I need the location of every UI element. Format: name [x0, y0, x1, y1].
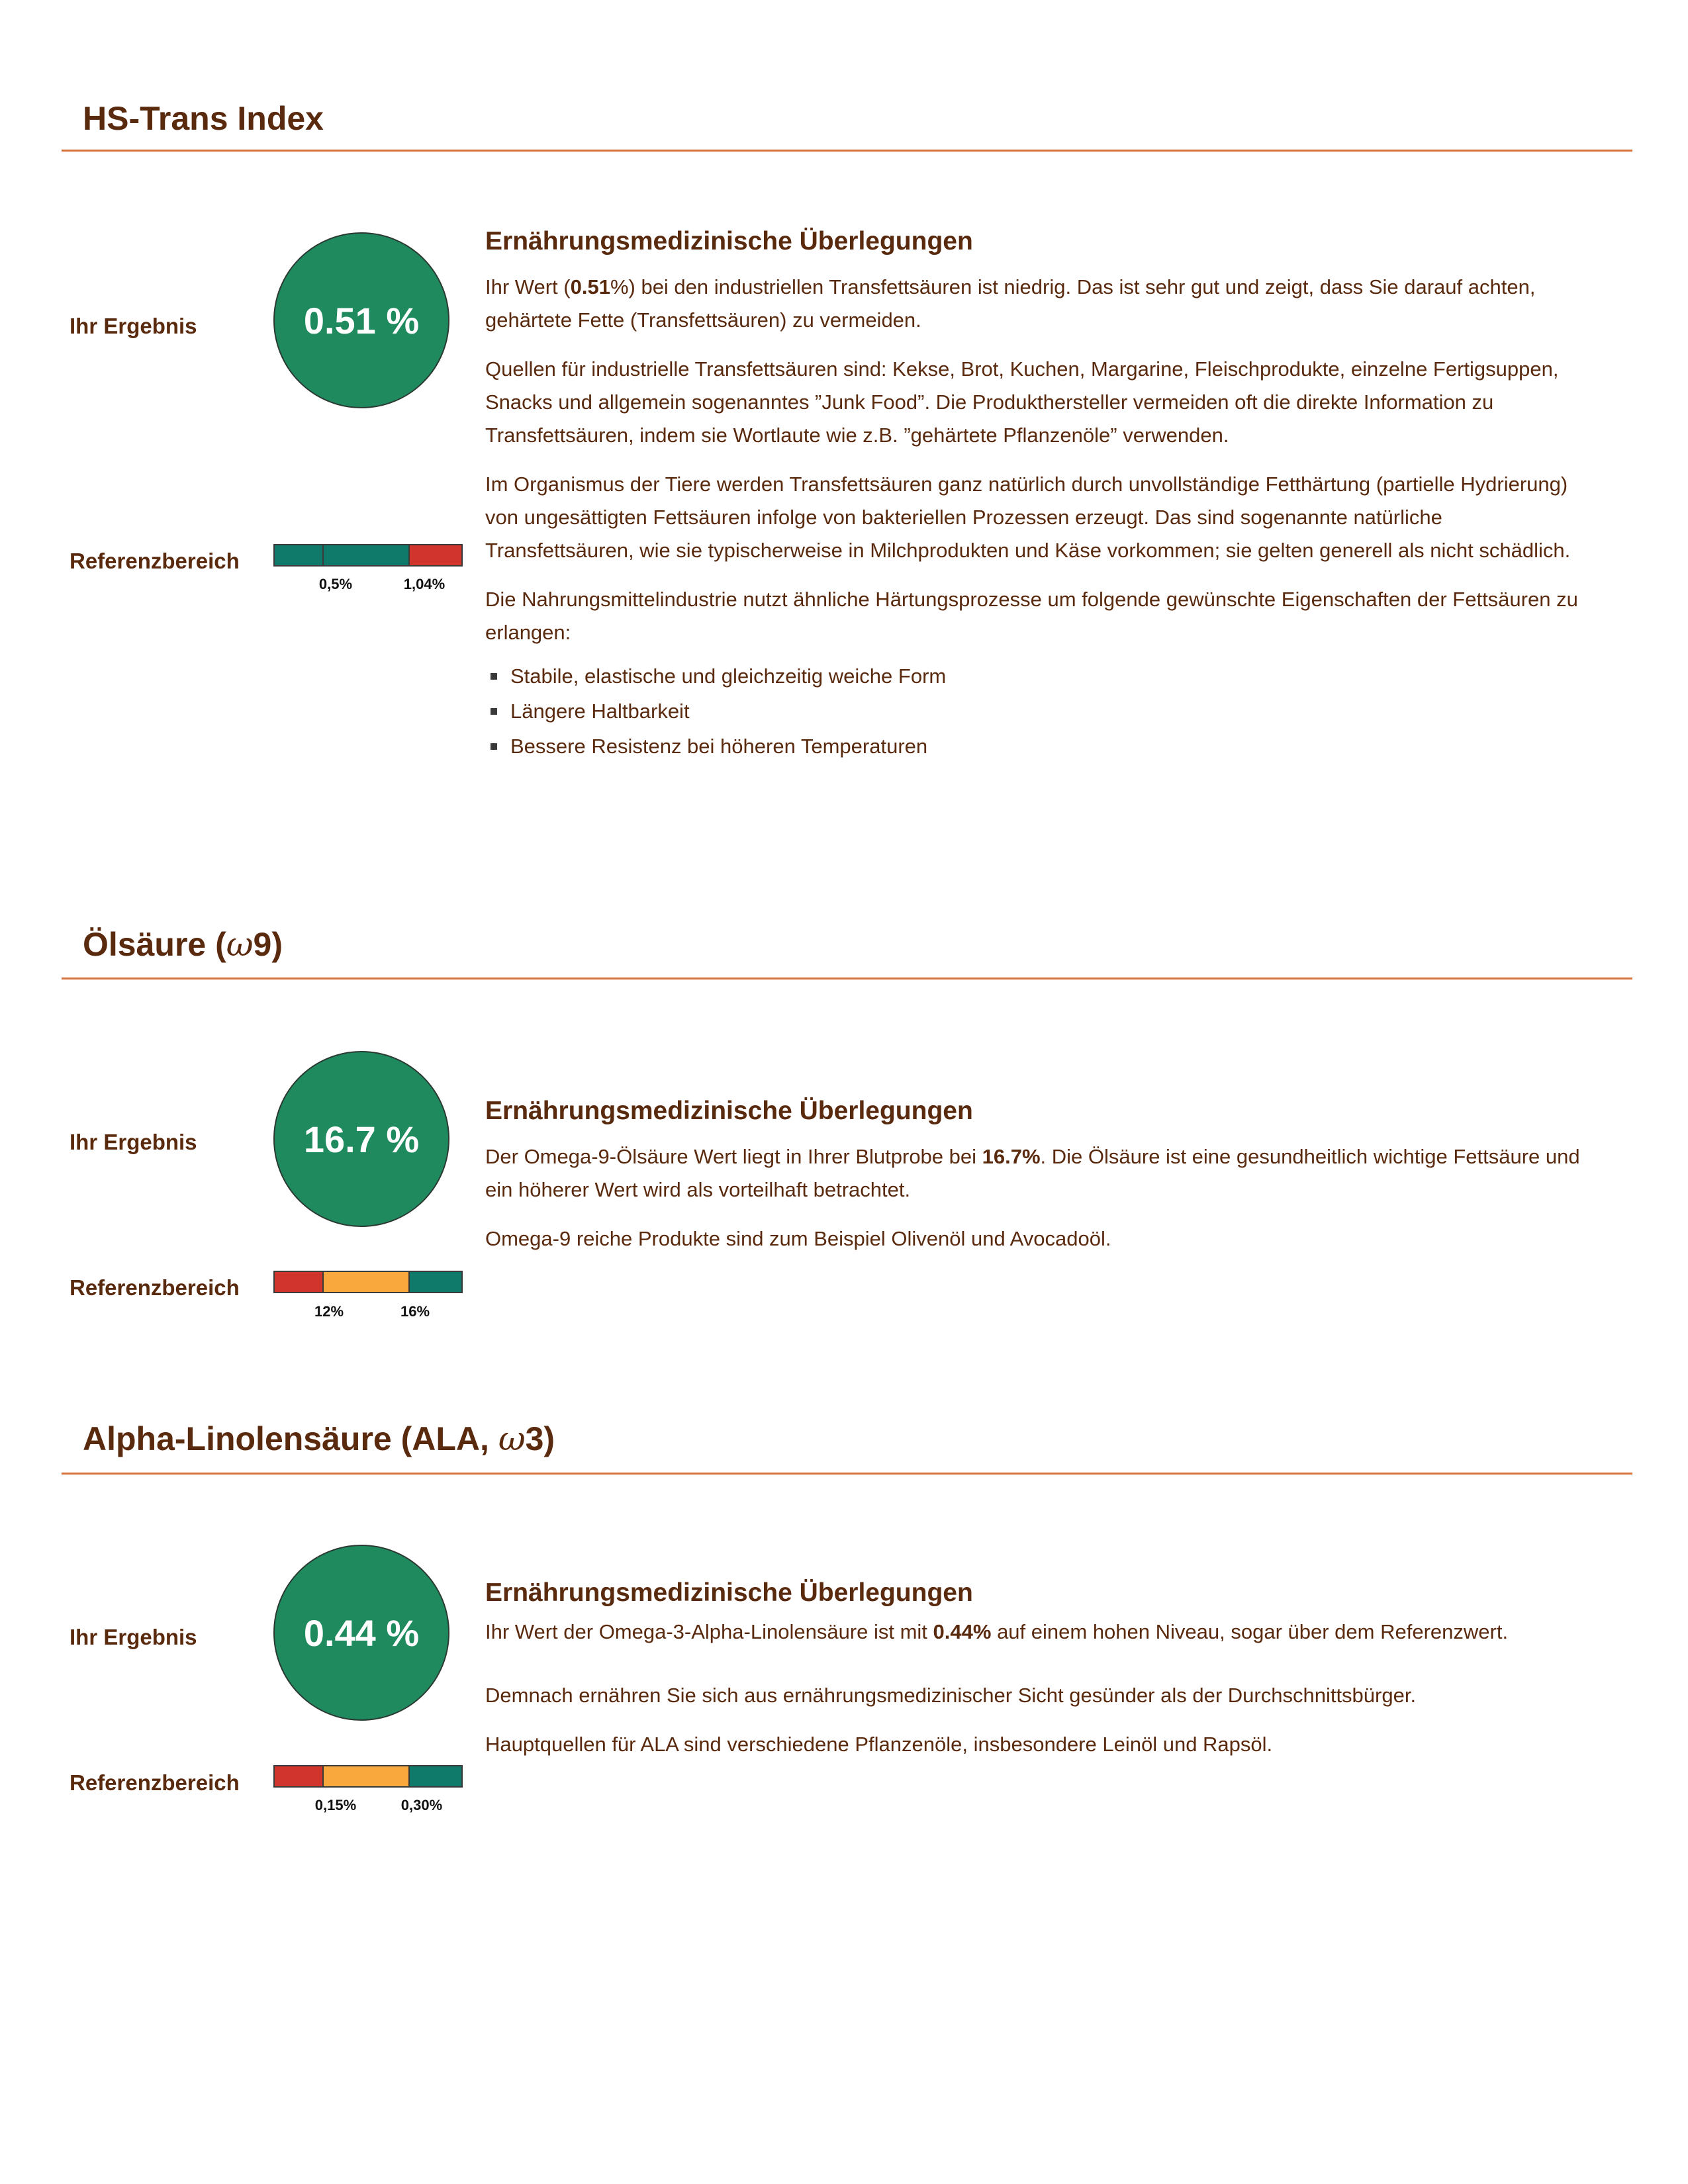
content-paragraph — [485, 1615, 1584, 1649]
nutrition-considerations — [485, 1578, 1584, 1777]
reference-range-bar — [273, 1765, 463, 1788]
section-title — [83, 925, 283, 964]
reference-segment-mid — [322, 545, 408, 565]
reference-tick-high: 1,04% — [403, 576, 445, 592]
list-item — [485, 659, 1584, 694]
reference-segment-high — [408, 1766, 461, 1786]
content-paragraph: Quellen für industrielle Transfettsäuren sind: Kekse, Brot, Kuchen, Margarine, Fleischprodukte, einzelne Fertigsuppen, Snacks und allgemein sogenanntes ”Junk Food”. Die Produkthersteller vermeiden oft die direkte Information zu Transfettsäuren, indem sie Wortlaute wie z.B. ”gehärtete Pflanzenöle” verwenden. — [485, 357, 1559, 447]
result-circle: 0.51 % — [273, 232, 449, 408]
title-divider — [62, 978, 1632, 979]
reference-segment-low — [275, 1766, 322, 1786]
paragraph-highlight: 0.44% — [933, 1620, 992, 1643]
reference-tick-high: 16% — [400, 1303, 430, 1320]
content-paragraph: Omega-9 reiche Produkte sind zum Beispiel Olivenöl und Avocadoöl. — [485, 1227, 1111, 1250]
content-paragraph — [485, 1140, 1584, 1206]
nutrition-considerations — [485, 227, 1584, 764]
reference-segment-high — [408, 1272, 461, 1292]
square-bullet-icon — [491, 708, 497, 715]
section-title-suffix: 3) — [525, 1420, 555, 1457]
reference-label: Referenzbereich — [70, 1275, 240, 1300]
paragraph-text: Der Omega-9-Ölsäure Wert liegt in Ihrer Blutprobe bei — [485, 1145, 982, 1168]
paragraph-text: Ihr Wert ( — [485, 275, 571, 298]
result-circle: 0.44 % — [273, 1545, 449, 1721]
result-label: Ihr Ergebnis — [70, 314, 197, 338]
content-heading: Ernährungsmedizinische Überlegungen — [485, 1097, 973, 1125]
reference-tick-low: 0,5% — [318, 576, 353, 592]
content-paragraph: Demnach ernähren Sie sich aus ernährungsmedizinischer Sicht gesünder als der Durchschnittsbürger. — [485, 1684, 1417, 1707]
section-title-omega: ω — [226, 925, 254, 964]
reference-label: Referenzbereich — [70, 1770, 240, 1795]
paragraph-text-after: auf einem hohen Niveau, sogar über dem Referenzwert. — [991, 1620, 1509, 1643]
title-divider — [62, 1473, 1632, 1475]
list-item — [485, 729, 1584, 764]
paragraph-text-after: . Die Ölsäure ist eine gesundheitlich wichtige Fettsäure und ein höherer Wert wird als vorteilhaft betrachtet. — [485, 1145, 1580, 1201]
result-circle: 16.7 % — [273, 1051, 449, 1227]
square-bullet-icon — [491, 743, 497, 750]
content-heading: Ernährungsmedizinische Überlegungen — [485, 1578, 973, 1607]
content-paragraph: Im Organismus der Tiere werden Transfettsäuren ganz natürlich durch unvollständige Fetthärtung (partielle Hydrierung) von ungesättigten Fettsäuren infolge von bakteriellen Prozessen erzeugt. Das sind sogenannte natürliche Transfettsäuren, wie sie typischerweise in Milchprodukten und Käse vorkommen; sie gelten generell als nicht schädlich. — [485, 473, 1571, 562]
paragraph-highlight: 0.51 — [570, 275, 610, 298]
section-title-suffix: 9) — [253, 926, 283, 963]
square-bullet-icon — [491, 673, 497, 680]
content-paragraph: Die Nahrungsmittelindustrie nutzt ähnliche Härtungsprozesse um folgende gewünschte Eigenschaften der Fettsäuren zu erlangen: — [485, 588, 1578, 644]
result-label: Ihr Ergebnis — [70, 1130, 197, 1154]
reference-segment-low — [275, 545, 322, 565]
list-item — [485, 694, 1584, 729]
list-item-text: Längere Haltbarkeit — [510, 700, 690, 723]
reference-segment-low — [275, 1272, 322, 1292]
reference-range-bar — [273, 544, 463, 567]
section-title-omega: ω — [498, 1420, 526, 1458]
reference-label: Referenzbereich — [70, 549, 240, 573]
content-paragraph — [485, 271, 1584, 337]
reference-tick-high: 0,30% — [400, 1797, 443, 1813]
result-label: Ihr Ergebnis — [70, 1625, 197, 1649]
content-heading: Ernährungsmedizinische Überlegungen — [485, 227, 973, 255]
section-title-text: Alpha-Linolensäure (ALA, — [83, 1420, 498, 1457]
paragraph-text-after: %) bei den industriellen Transfettsäuren ist niedrig. Das ist sehr gut und zeigt, dass Sie darauf achten, gehärtete Fette (Transfettsäuren) zu vermeiden. — [485, 275, 1536, 332]
section-title — [83, 1420, 555, 1458]
reference-tick-low: 12% — [314, 1303, 344, 1320]
content-paragraph: Hauptquellen für ALA sind verschiedene Pflanzenöle, insbesondere Leinöl und Rapsöl. — [485, 1733, 1273, 1756]
reference-segment-mid — [322, 1272, 408, 1292]
nutrition-considerations — [485, 1097, 1584, 1271]
reference-tick-low: 0,15% — [314, 1797, 357, 1813]
reference-segment-high — [408, 545, 461, 565]
paragraph-highlight: 16.7% — [982, 1145, 1041, 1168]
property-list — [485, 659, 1584, 764]
reference-segment-mid — [322, 1766, 408, 1786]
section-title-text: HS-Trans Index — [83, 100, 324, 137]
list-item-text: Bessere Resistenz bei höheren Temperaturen — [510, 735, 928, 758]
section-title-text: Ölsäure ( — [83, 926, 226, 963]
paragraph-text: Ihr Wert der Omega-3-Alpha-Linolensäure ist mit — [485, 1620, 933, 1643]
section-title — [83, 99, 324, 138]
list-item-text: Stabile, elastische und gleichzeitig weiche Form — [510, 664, 947, 688]
title-divider — [62, 150, 1632, 152]
reference-range-bar — [273, 1271, 463, 1293]
